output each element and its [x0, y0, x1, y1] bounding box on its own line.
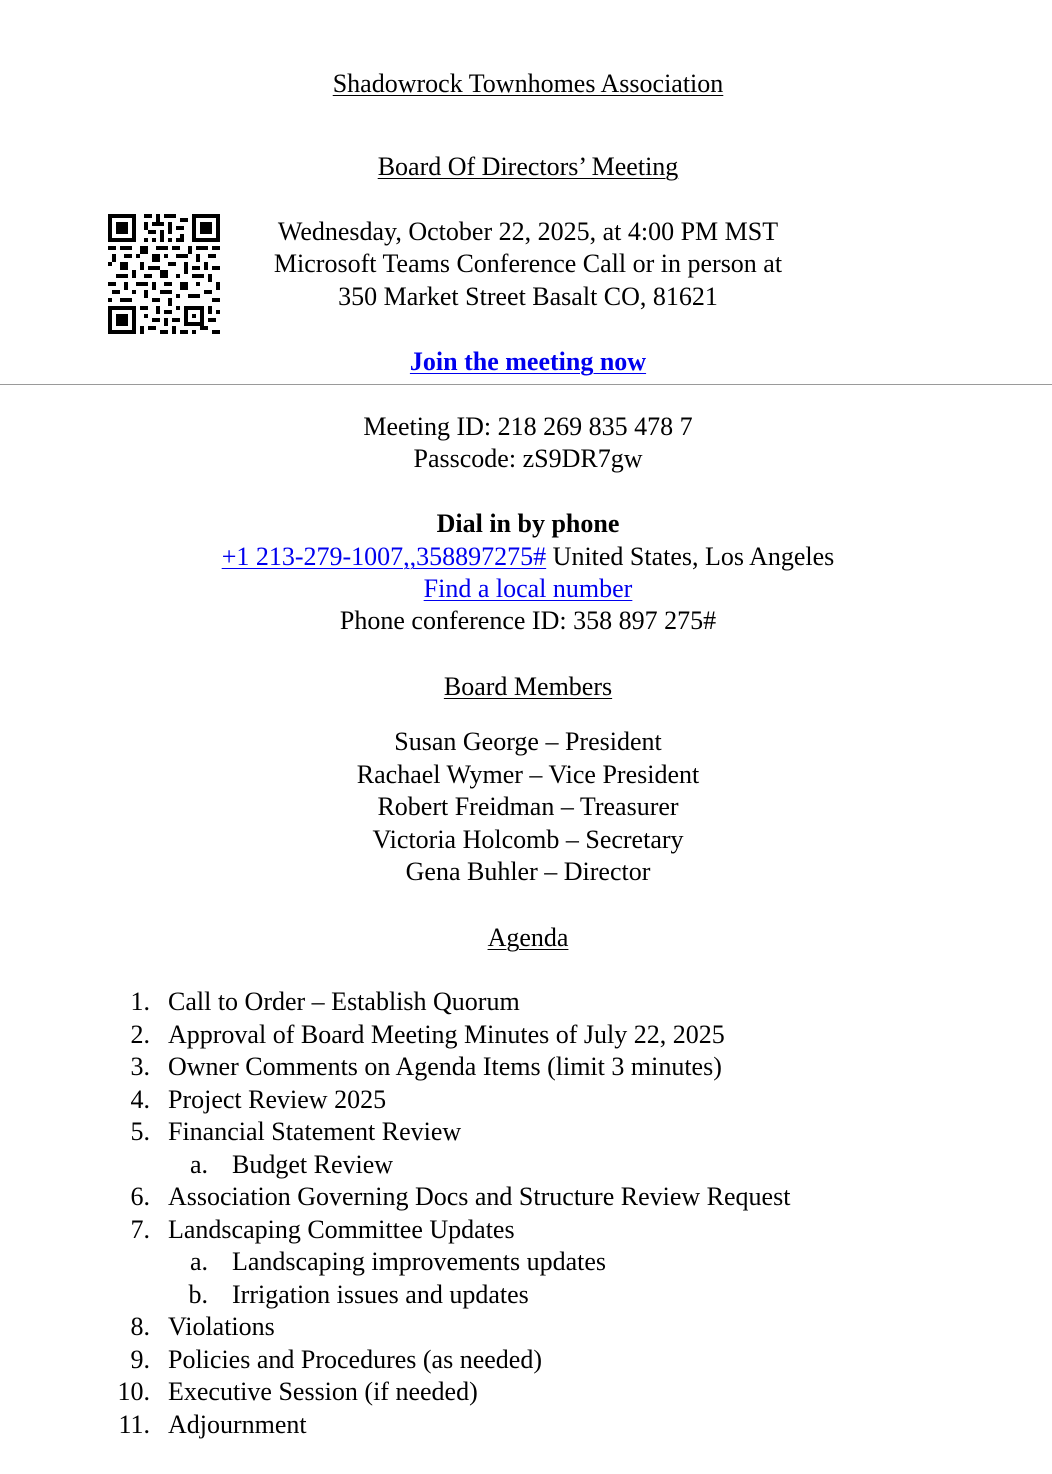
agenda-list — [0, 986, 1052, 1441]
agenda-item — [0, 986, 1052, 1019]
agenda-item-number: 11. — [118, 1409, 150, 1439]
agenda-subitem-text: Landscaping improvements updates — [232, 1247, 607, 1276]
agenda-item-number: 4. — [130, 1084, 150, 1114]
agenda-subitem-text: Budget Review — [232, 1149, 394, 1179]
meeting-passcode: Passcode: zS9DR7gw — [413, 444, 643, 473]
meeting-location-line1: Microsoft Teams Conference Call or in person at — [273, 249, 783, 278]
agenda-item-text: Violations — [168, 1312, 275, 1341]
phone-location: United States, Los Angeles — [546, 542, 835, 571]
agenda-item-text: Association Governing Docs and Structure Review Request — [168, 1182, 791, 1211]
agenda-subitem-letter: a. — [189, 1149, 208, 1179]
agenda-item-text: Financial Statement Review — [168, 1117, 462, 1146]
agenda-heading: Agenda — [487, 923, 569, 952]
meeting-title: Board Of Directors’ Meeting — [377, 152, 679, 181]
agenda-item — [0, 1019, 1052, 1052]
meeting-date: Wednesday, October 22, 2025, at 4:00 PM MST — [277, 217, 779, 246]
agenda-item-number: 5. — [130, 1117, 150, 1146]
agenda-item-number: 1. — [130, 987, 150, 1016]
board-member: Robert Freidman – Treasurer — [377, 792, 679, 821]
agenda-item-number: 9. — [130, 1344, 150, 1374]
agenda-item-text: Landscaping Committee Updates — [168, 1214, 515, 1244]
dial-in-heading: Dial in by phone — [436, 509, 620, 538]
agenda-item — [0, 1376, 1052, 1409]
meeting-location-line2: 350 Market Street Basalt CO, 81621 — [338, 282, 718, 311]
agenda-subitem-text: Irrigation issues and updates — [232, 1279, 529, 1309]
agenda-subitem — [0, 1246, 1052, 1279]
association-name: Shadowrock Townhomes Association — [332, 69, 724, 98]
find-local-number-link[interactable]: Find a local number — [423, 574, 633, 603]
agenda-item-text: Executive Session (if needed) — [168, 1377, 478, 1406]
agenda-subitem — [0, 1149, 1052, 1182]
agenda-item — [0, 1181, 1052, 1214]
board-members-heading: Board Members — [443, 672, 613, 701]
agenda-item — [0, 1311, 1052, 1344]
phone-conference-id: Phone conference ID: 358 897 275# — [339, 606, 717, 635]
agenda-item — [0, 1051, 1052, 1084]
board-member: Victoria Holcomb – Secretary — [372, 825, 684, 854]
board-member: Rachael Wymer – Vice President — [356, 760, 700, 789]
agenda-item-number: 3. — [130, 1052, 150, 1081]
divider — [0, 384, 1052, 385]
agenda-item-text: Project Review 2025 — [168, 1084, 387, 1114]
agenda-item-number: 6. — [130, 1182, 150, 1211]
agenda-subitem — [0, 1279, 1052, 1312]
agenda-item — [0, 1214, 1052, 1247]
agenda-item — [0, 1409, 1052, 1442]
agenda-item-number: 2. — [130, 1019, 150, 1049]
agenda-subitem-letter: b. — [188, 1279, 208, 1309]
agenda-item — [0, 1116, 1052, 1149]
agenda-item-number: 8. — [130, 1312, 150, 1341]
agenda-item — [0, 1084, 1052, 1117]
agenda-item-text: Adjournment — [168, 1409, 307, 1439]
agenda-item — [0, 1344, 1052, 1377]
meeting-id: Meeting ID: 218 269 835 478 7 — [363, 412, 693, 441]
board-member: Gena Buhler – Director — [405, 857, 651, 886]
join-meeting-link[interactable]: Join the meeting now — [409, 347, 647, 376]
dial-in-phone-line — [0, 541, 1052, 573]
agenda-item-number: 7. — [130, 1214, 150, 1244]
agenda-item-text: Call to Order – Establish Quorum — [168, 987, 520, 1016]
agenda-item-number: 10. — [117, 1377, 150, 1406]
agenda-item-text: Approval of Board Meeting Minutes of July 22, 2025 — [168, 1019, 725, 1049]
board-member: Susan George – President — [394, 727, 662, 756]
phone-number-link[interactable]: +1 213-279-1007,,358897275# — [221, 542, 547, 571]
agenda-subitem-letter: a. — [189, 1247, 208, 1276]
agenda-item-text: Owner Comments on Agenda Items (limit 3 minutes) — [168, 1052, 722, 1081]
agenda-item-text: Policies and Procedures (as needed) — [168, 1344, 542, 1374]
